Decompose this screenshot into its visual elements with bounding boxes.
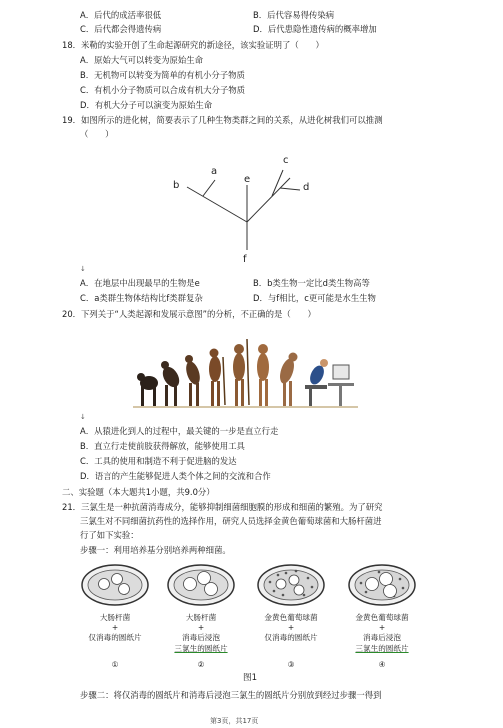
paper-disc <box>184 578 197 591</box>
petri-dish-3 <box>256 562 326 608</box>
q20-option-b: B．直立行走使前肢获得解放，能够使用工具 <box>80 441 245 451</box>
paper-disc <box>366 578 379 591</box>
q20-option-c: C．工具的使用和制造不利于促进脑的发达 <box>80 456 237 466</box>
q20-option-d: D．语言的产生能够促进人类个体之间的交流和合作 <box>80 471 271 481</box>
dish-treatment-line2: 三氯生的圆纸片 <box>174 644 228 653</box>
q17-option-a: A．后代的成活率很低 <box>80 10 162 20</box>
figure-caption: 图1 <box>243 673 258 683</box>
q17-option-c: C．后代都会得遗传病 <box>80 24 162 34</box>
human-figure-7 <box>277 353 297 407</box>
q20-stem: 20．下列关于“人类起源和发展示意图”的分析，不正确的是（ ） <box>62 309 316 319</box>
dish-treatment-line2: 三氯生的圆纸片 <box>355 644 409 653</box>
dish-treatment: 仅消毒的圆纸片 <box>88 633 142 642</box>
dish-organism: 金黄色葡萄球菌 <box>264 613 318 622</box>
dish-treatment: 消毒后浸泡 <box>363 633 401 642</box>
paper-disc <box>205 583 218 596</box>
petri-dish-4 <box>347 562 417 608</box>
tree-branch-d <box>280 188 300 190</box>
computer-monitor <box>333 365 349 379</box>
tree-label-c: c <box>283 155 289 166</box>
q18-stem: 18．米勒的实验开创了生命起源研究的新途径，该实验证明了（ ） <box>62 40 324 50</box>
evolution-tree-diagram <box>165 150 325 265</box>
dish-plus: + <box>111 623 119 632</box>
paper-disc <box>294 585 304 595</box>
tree-label-e: e <box>244 174 251 185</box>
q21-step1: 步骤一：利用培养基分别培养两种细菌。 <box>80 545 231 555</box>
tree-label-d: d <box>303 182 310 193</box>
q19-option-b: B．b类生物一定比d类生物高等 <box>253 278 370 288</box>
q21-stem-line2: 三氯生对不同细菌抗药性的选择作用，研究人员选择金黄色葡萄球菌和大肠杆菌进 <box>80 516 382 526</box>
dish-organism: 金黄色葡萄球菌 <box>355 613 409 622</box>
q18-option-d: D．有机大分子可以演变为原始生命 <box>80 100 213 110</box>
q19-stem: 19．如图所示的进化树，简要表示了几种生物类群之间的关系，从进化树我们可以推测 <box>62 115 383 125</box>
tree-branch-c <box>272 170 283 196</box>
dish-plus: + <box>197 623 205 632</box>
dish-plus: + <box>378 623 386 632</box>
dish-treatment: 仅消毒的圆纸片 <box>264 633 318 642</box>
paper-disc <box>99 579 110 590</box>
paper-disc <box>119 584 130 595</box>
q21-step2: 步骤二：将仅消毒的圆纸片和消毒后浸泡三氯生的圆纸片分别放到经过步骤一得到 <box>80 690 382 700</box>
q18-option-b: B．无机物可以转变为简单的有机小分子物质 <box>80 70 245 80</box>
paper-disc <box>276 579 286 589</box>
hominid-figure-3 <box>184 355 203 406</box>
hominid-figure-4 <box>209 349 225 407</box>
human-figure-6 <box>257 344 269 406</box>
dish-number: ① <box>111 660 119 669</box>
dish-number: ② <box>197 660 205 669</box>
q19-stem-bracket: （ ） <box>80 129 114 139</box>
petri-dish-1 <box>80 562 150 608</box>
q18-option-a: A．原始大气可以转变为原始生命 <box>80 55 203 65</box>
q19-option-a: A．在地层中出现最早的生物是e <box>80 278 200 288</box>
tree-label-b: b <box>173 180 180 191</box>
dish-number: ④ <box>378 660 386 669</box>
section-heading: 二、实验题（本大题共1小题，共9.0分） <box>62 487 215 497</box>
dish-treatment: 消毒后浸泡 <box>182 633 220 642</box>
dish-organism: 大肠杆菌 <box>185 613 217 622</box>
dish-plus: + <box>287 623 295 632</box>
q21-stem-line1: 21．三氯生是一种抗菌消毒成分，能够抑制细菌细胞膜的形成和细菌的繁殖。为了研究 <box>62 502 383 512</box>
paragraph-mark: ↓ <box>80 265 86 273</box>
q20-option-a: A．从猿进化到人的过程中，最关键的一步是直立行走 <box>80 426 279 436</box>
petri-dish-2 <box>166 562 236 608</box>
paper-disc <box>380 573 393 586</box>
q19-option-d: D．与f相比，c更可能是水生生物 <box>253 293 376 303</box>
paper-disc <box>289 575 299 585</box>
paper-disc <box>112 574 123 585</box>
computer-user-figure <box>305 359 354 406</box>
ape-figure-2 <box>159 361 182 406</box>
q17-option-b: B．后代容易得传染病 <box>253 10 335 20</box>
q18-option-c: C．有机小分子物质可以合成有机大分子物质 <box>80 85 245 95</box>
human-evolution-illustration <box>133 337 358 411</box>
hominid-figure-5 <box>233 339 249 406</box>
paragraph-mark: ↓ <box>80 413 86 421</box>
ape-figure-1 <box>137 373 158 406</box>
paper-disc <box>384 585 397 598</box>
dish-number: ③ <box>287 660 295 669</box>
tree-label-f: f <box>243 254 247 265</box>
tree-left-branch <box>187 187 247 222</box>
page-footer: 第3页，共17页 <box>210 717 259 725</box>
tree-label-a: a <box>211 166 218 177</box>
q19-option-c: C．a类群生物体结构比f类群复杂 <box>80 293 203 303</box>
q21-stem-line3: 行了如下实验： <box>80 530 139 540</box>
dish-organism: 大肠杆菌 <box>99 613 131 622</box>
tree-right-branch <box>247 178 290 222</box>
q17-option-d: D．后代患隐性遗传病的概率增加 <box>253 24 377 34</box>
tree-branch-a <box>203 180 215 196</box>
